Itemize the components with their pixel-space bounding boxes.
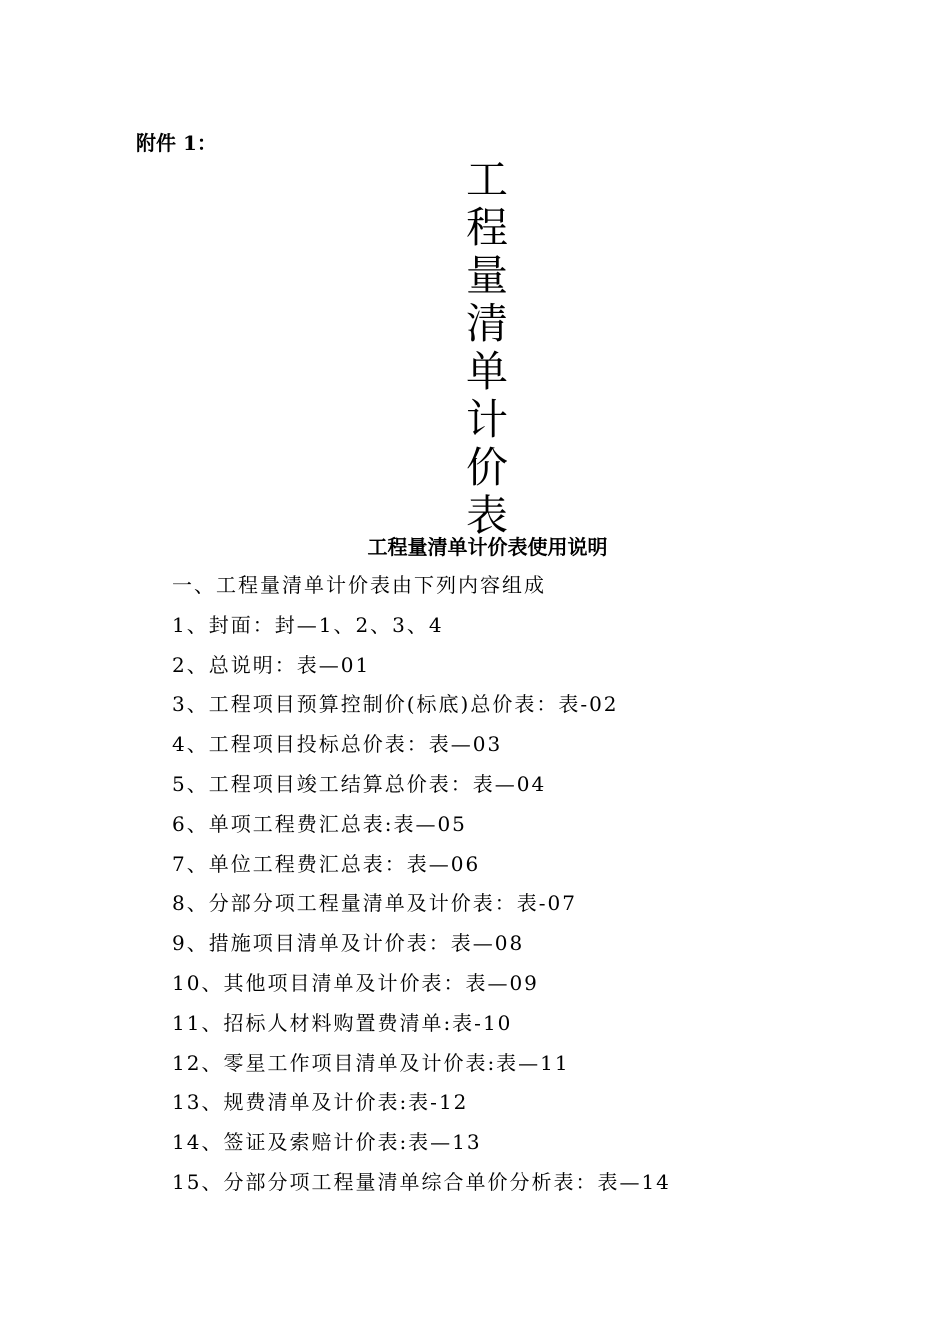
list-item: 3、工程项目预算控制价(标底)总价表：表-02 [172,692,619,717]
document-title [455,156,519,540]
attachment-label: 附件 1： [136,131,217,155]
title-char: 价 [465,443,508,492]
list-item: 13、规费清单及计价表:表-12 [172,1090,469,1115]
title-char: 计 [465,395,508,444]
list-item: 一、工程量清单计价表由下列内容组成 [172,573,546,597]
list-item: 1、封面：封—1、2、3、4 [172,612,444,637]
list-item: 12、零星工作项目清单及计价表:表—11 [172,1050,570,1075]
title-char: 清 [465,299,508,348]
list-item: 8、分部分项工程量清单及计价表：表-07 [172,891,577,916]
list-item: 9、措施项目清单及计价表：表—08 [172,931,525,956]
list-item: 4、工程项目投标总价表：表—03 [172,732,503,757]
title-char: 工 [465,155,508,204]
title-char: 表 [465,491,508,540]
list-item: 5、工程项目竣工结算总价表：表—04 [172,771,547,796]
list-item: 11、招标人材料购置费清单:表-10 [172,1010,513,1035]
list-item: 14、签证及索赔计价表:表—13 [172,1130,482,1155]
list-item: 6、单项工程费汇总表:表—05 [172,811,467,836]
list-item: 15、分部分项工程量清单综合单价分析表：表—14 [172,1169,671,1194]
contents-list [172,566,671,1203]
title-char: 程 [465,203,508,252]
list-item: 2、总说明：表—01 [172,652,371,677]
title-char: 单 [465,347,508,396]
list-item: 10、其他项目清单及计价表：表—09 [172,970,539,995]
section-heading: 工程量清单计价表使用说明 [367,535,608,559]
title-char: 量 [465,251,508,300]
list-item: 7、单位工程费汇总表：表—06 [172,851,481,876]
